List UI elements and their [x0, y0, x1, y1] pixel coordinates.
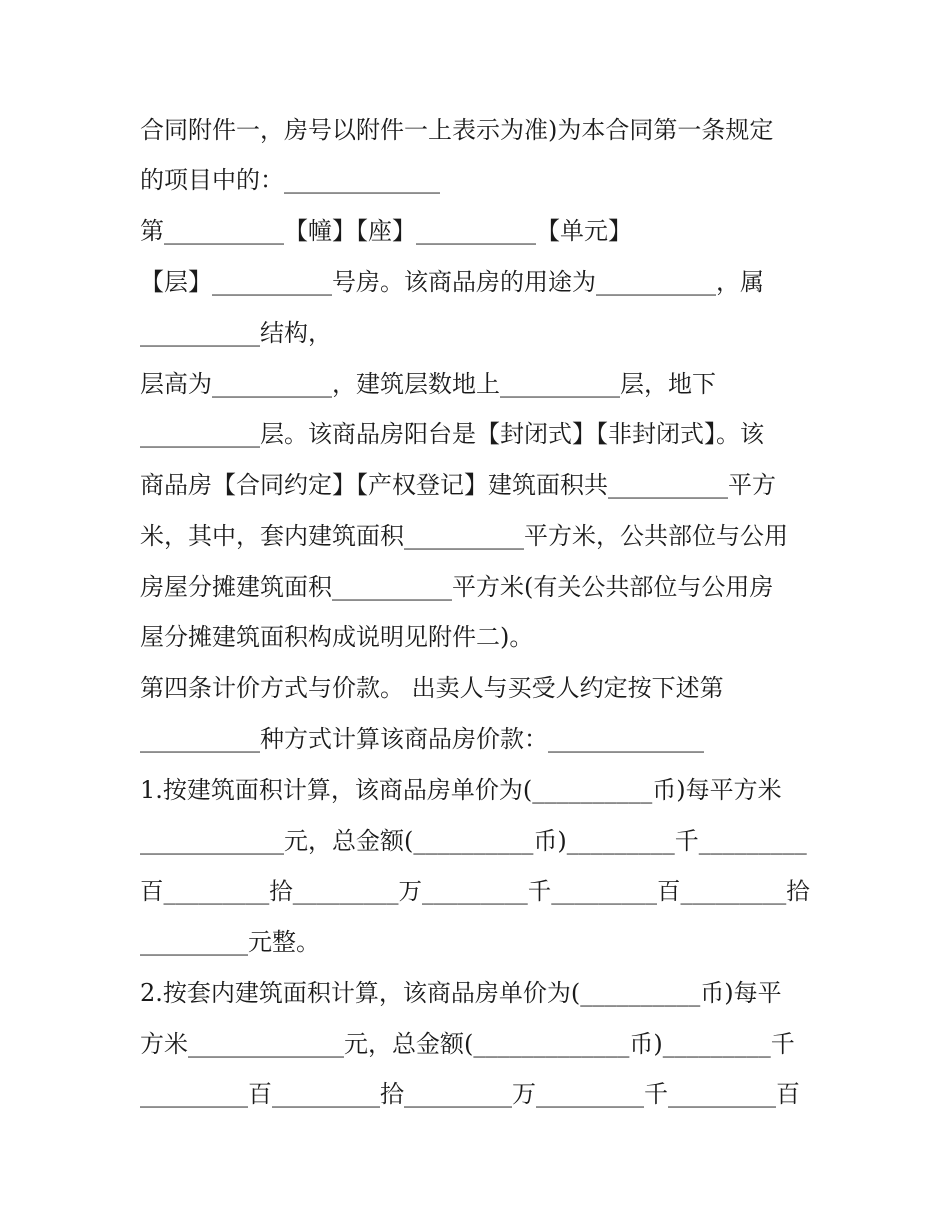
- text-line: __________结构，: [140, 319, 332, 347]
- text-line: 的项目中的：_____________: [140, 166, 440, 194]
- text-line: __________层。该商品房阳台是【封闭式】【非封闭式】。该: [140, 420, 764, 448]
- text-line: _________元整。: [140, 928, 320, 956]
- text-line: ____________元，总金额(__________币)_________千_________: [140, 827, 807, 855]
- text-line: 2.按套内建筑面积计算，该商品房单价为(__________币)每平: [140, 979, 782, 1007]
- text-line: 百_________拾_________万_________千_________百_________拾: [140, 877, 810, 905]
- text-line: 方米_____________元，总金额(_____________币)_________千: [140, 1030, 795, 1058]
- text-line: 商品房【合同约定】【产权登记】建筑面积共__________平方: [140, 471, 776, 499]
- text-line: 米，其中，套内建筑面积__________平方米，公共部位与公用: [140, 522, 788, 550]
- text-line: 第__________【幢】【座】__________【单元】: [140, 217, 632, 245]
- text-line: 第四条计价方式与价款。 出卖人与买受人约定按下述第: [140, 674, 724, 702]
- text-line: __________种方式计算该商品房价款：_____________: [140, 725, 704, 753]
- text-line: 房屋分摊建筑面积__________平方米(有关公共部位与公用房: [140, 573, 774, 601]
- text-line: 层高为__________，建筑层数地上__________层，地下: [140, 370, 716, 398]
- text-line: 1.按建筑面积计算，该商品房单价为(__________币)每平方米: [140, 776, 782, 804]
- text-line: _________百_________拾_________万_________千_________百: [140, 1080, 800, 1108]
- text-line: 屋分摊建筑面积构成说明见附件二)。: [140, 623, 534, 651]
- text-line: 【层】__________号房。该商品房的用途为__________，属: [140, 268, 764, 296]
- text-line: 合同附件一，房号以附件一上表示为准)为本合同第一条规定: [140, 116, 774, 144]
